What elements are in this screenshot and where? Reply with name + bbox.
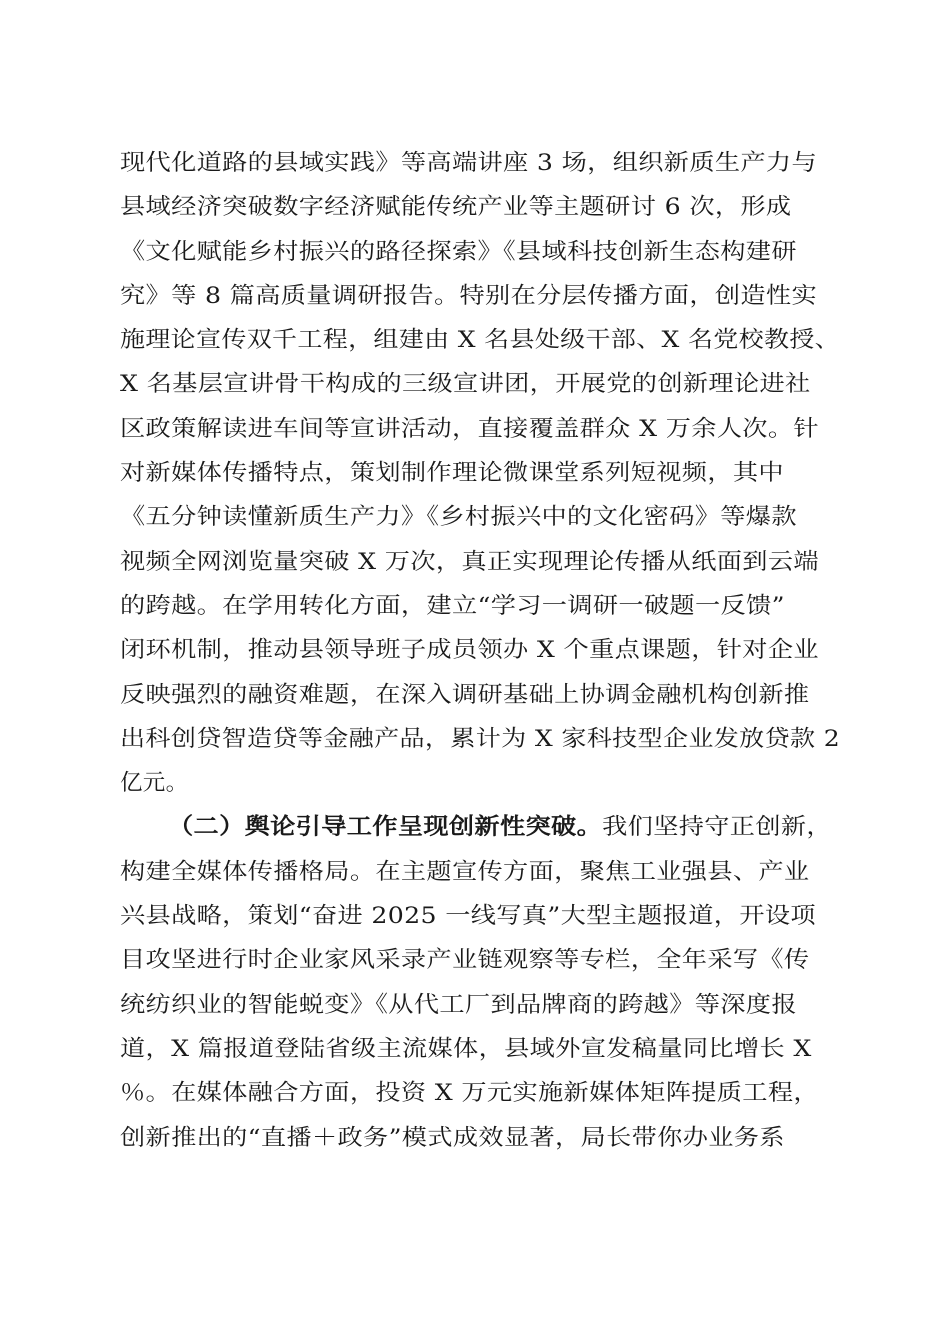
text-line [120, 1071, 840, 1115]
line-text: 现代化道路的县域实践》等高端讲座 3 场，组织新质生产力与 [120, 150, 818, 176]
text-line [120, 628, 840, 672]
line-text: 《文化赋能乡村振兴的路径探索》《县域科技创新生态构建研 [120, 238, 797, 265]
text-line [120, 938, 840, 982]
text-line [120, 230, 840, 274]
text-line-content [120, 495, 797, 539]
line-text: 反映强烈的融资难题，在深入调研基础上协调金融机构创新推 [120, 681, 810, 708]
text-line-content [120, 894, 816, 938]
line-text: 兴县战略，策划“奋进 2025 一线写真”大型主题报道，开设项 [120, 903, 816, 930]
text-line-content [120, 673, 809, 717]
line-text: 县域经济突破数字经济赋能传统产业等主题研讨 6 次，形成 [120, 194, 792, 221]
text-line-content [120, 850, 809, 894]
text-line-content [120, 761, 188, 805]
line-text: ％。在媒体融合方面，投资 X 万元实施新媒体矩阵提质工程， [120, 1080, 819, 1107]
text-line-content [120, 318, 840, 362]
line-text: 视频全网浏览量突破 X 万次，真正实现理论传播从纸面到云端 [120, 548, 819, 575]
text-line-content [120, 983, 797, 1027]
line-text: 闭环机制，推动县领导班子成员领办 X 个重点课题，针对企业 [120, 637, 819, 664]
text-line-content [120, 362, 811, 406]
section-heading: （二）舆论引导工作呈现创新性突破。 [168, 814, 603, 841]
text-line-content [120, 717, 840, 761]
text-line [120, 850, 840, 894]
line-text: 创新推出的“直播＋政务”模式成效显著，局长带你办业务系 [120, 1124, 785, 1151]
text-line-content [120, 451, 784, 495]
text-line-content [120, 230, 797, 274]
line-text: 出科创贷智造贷等金融产品，累计为 X 家科技型企业发放贷款 2 [120, 725, 840, 752]
text-line [120, 318, 840, 362]
text-line-content [168, 805, 832, 849]
text-line-content [120, 938, 809, 982]
line-text: 施理论宣传双千工程，组建由 X 名县处级干部、X 名党校教授、 [120, 327, 840, 354]
text-line [120, 274, 840, 318]
line-text: 亿元。 [120, 770, 189, 797]
line-text: 究》等 8 篇高质量调研报告。特别在分层传播方面，创造性实 [120, 282, 818, 309]
text-line [120, 761, 840, 805]
line-text: 统纺织业的智能蜕变》《从代工厂到品牌商的跨越》等深度报 [120, 991, 797, 1018]
text-line [120, 983, 840, 1027]
text-line [120, 894, 840, 938]
text-line [120, 584, 840, 628]
text-line-content [120, 407, 819, 451]
line-text: 道，X 篇报道登陆省级主流媒体，县域外宣发稿量同比增长 X [120, 1035, 812, 1062]
text-line [120, 495, 840, 539]
text-line-content [120, 584, 785, 628]
text-line [120, 185, 840, 229]
line-text: 对新媒体传播特点，策划制作理论微课堂系列短视频，其中 [120, 460, 784, 487]
text-line-content [120, 141, 817, 185]
text-line [120, 451, 840, 495]
line-text: 我们坚持守正创新， [602, 814, 832, 841]
text-line-content [120, 274, 817, 318]
text-line [120, 673, 840, 717]
line-text: 构建全媒体传播格局。在主题宣传方面，聚焦工业强县、产业 [120, 858, 810, 885]
text-line [120, 717, 840, 761]
line-text: 的跨越。在学用转化方面，建立“学习一调研一破题一反馈” [120, 592, 785, 619]
text-line [120, 1027, 840, 1071]
text-line-content [120, 628, 819, 672]
text-line [120, 362, 840, 406]
text-line [120, 805, 840, 849]
text-line-content [120, 540, 819, 584]
text-line [120, 407, 840, 451]
text-line-content [120, 1071, 819, 1115]
text-line-content [120, 1116, 785, 1160]
line-text: 《五分钟读懂新质生产力》《乡村振兴中的文化密码》等爆款 [120, 504, 797, 531]
text-line [120, 141, 840, 185]
text-line-content [120, 1027, 812, 1071]
text-line [120, 1116, 840, 1160]
line-text: X 名基层宣讲骨干构成的三级宣讲团，开展党的创新理论进社 [120, 371, 811, 398]
body-text [120, 141, 840, 1160]
text-line [120, 540, 840, 584]
text-line-content [120, 185, 791, 229]
line-text: 目攻坚进行时企业家风采录产业链观察等专栏，全年采写《传 [120, 947, 810, 974]
line-text: 区政策解读进车间等宣讲活动，直接覆盖群众 X 万余人次。针 [120, 415, 819, 442]
